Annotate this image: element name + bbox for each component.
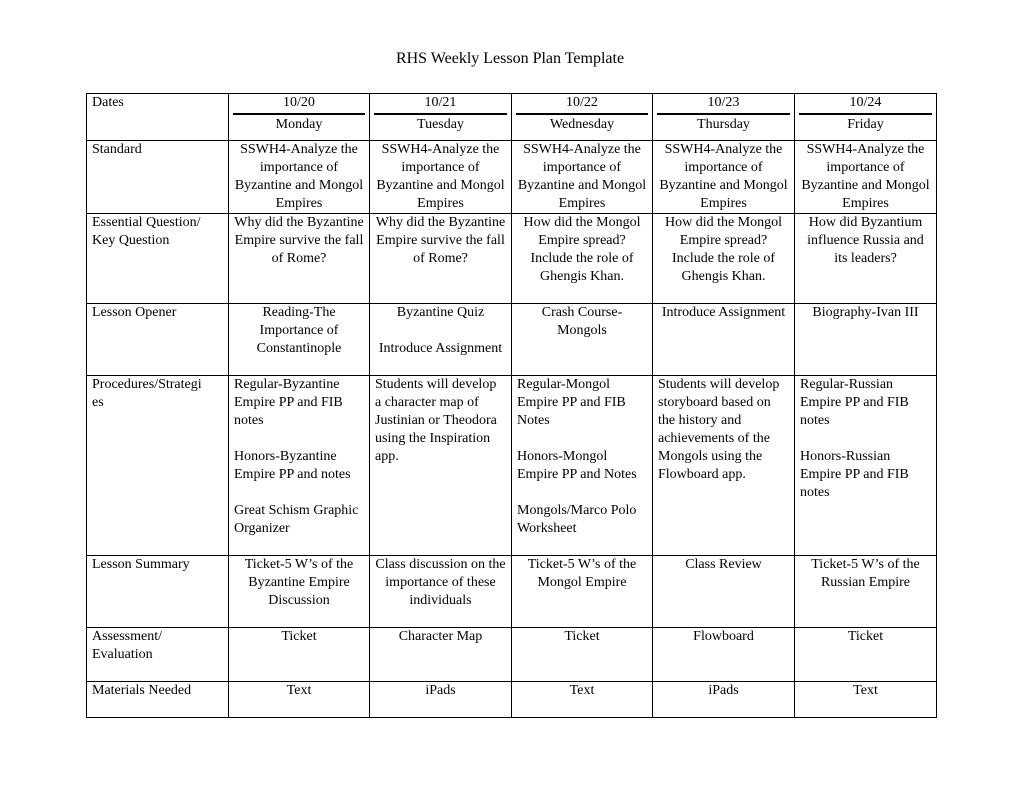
lesson-summary-cell: Ticket-5 W’s of the Byzantine Empire Discussion [229,556,370,628]
assessment-cell: Ticket [795,628,937,682]
day-name: Monday [275,117,323,132]
assessment-cell: Ticket [512,628,653,682]
procedures-cell: Regular-Byzantine Empire PP and FIB notes Honors-Byzantine Empire PP and notes Great Schism Graphic Organizer [229,376,370,556]
row-label-dates: Dates [87,94,229,141]
lesson-opener-cell: Biography-Ivan III [795,304,937,376]
standard-row [87,141,937,214]
essential-question-cell: How did Byzantium influence Russia and its leaders? [795,214,937,304]
lesson-summary-row [87,556,937,628]
row-label-lesson-summary: Lesson Summary [87,556,229,628]
assessment-cell: Ticket [229,628,370,682]
day-header-cell [512,94,653,141]
lesson-summary-cell: Ticket-5 W’s of the Russian Empire [795,556,937,628]
assessment-row [87,628,937,682]
lesson-opener-cell: Introduce Assignment [653,304,795,376]
assessment-cell: Character Map [370,628,512,682]
row-label-essential-question: Essential Question/ Key Question [87,214,229,304]
materials-cell: Text [795,682,937,718]
materials-cell: iPads [653,682,795,718]
assessment-cell: Flowboard [653,628,795,682]
day-header-cell [653,94,795,141]
procedures-row [87,376,937,556]
document-title: RHS Weekly Lesson Plan Template [395,50,625,67]
dates-row [87,94,937,141]
standard-cell: SSWH4-Analyze the importance of Byzantine and Mongol Empires [653,141,795,214]
materials-row [87,682,937,718]
lesson-summary-cell: Class discussion on the importance of these individuals [370,556,512,628]
essential-question-cell: How did the Mongol Empire spread? Include the role of Ghengis Khan. [512,214,653,304]
standard-cell: SSWH4-Analyze the importance of Byzantine and Mongol Empires [229,141,370,214]
lesson-plan-table [86,93,937,718]
procedures-cell: Students will develop a character map of Justinian or Theodora using the Inspiration app. [370,376,512,556]
day-name: Friday [847,117,884,132]
procedures-cell: Regular-Mongol Empire PP and FIB Notes Honors-Mongol Empire PP and Notes Mongols/Marco Polo Worksheet [512,376,653,556]
row-label-assessment: Assessment/ Evaluation [87,628,229,682]
lesson-opener-cell: Reading-The Importance of Constantinople [229,304,370,376]
lesson-summary-cell: Ticket-5 W’s of the Mongol Empire [512,556,653,628]
date-value: 10/23 [657,94,790,115]
procedures-cell: Regular-Russian Empire PP and FIB notes Honors-Russian Empire PP and FIB notes [795,376,937,556]
row-label-lesson-opener: Lesson Opener [87,304,229,376]
standard-cell: SSWH4-Analyze the importance of Byzantine and Mongol Empires [512,141,653,214]
day-name: Thursday [697,117,750,132]
materials-cell: iPads [370,682,512,718]
row-label-materials: Materials Needed [87,682,229,718]
lesson-opener-row [87,304,937,376]
day-header-cell [229,94,370,141]
lesson-opener-cell: Crash Course-Mongols [512,304,653,376]
standard-cell: SSWH4-Analyze the importance of Byzantine and Mongol Empires [370,141,512,214]
essential-question-cell: Why did the Byzantine Empire survive the fall of Rome? [229,214,370,304]
materials-cell: Text [229,682,370,718]
lesson-summary-cell: Class Review [653,556,795,628]
row-label-procedures: Procedures/Strategi es [87,376,229,556]
date-value: 10/22 [516,94,648,115]
date-value: 10/24 [799,94,932,115]
row-label-standard: Standard [87,141,229,214]
essential-question-row [87,214,937,304]
lesson-opener-cell: Byzantine Quiz Introduce Assignment [370,304,512,376]
date-value: 10/21 [374,94,507,115]
standard-cell: SSWH4-Analyze the importance of Byzantine and Mongol Empires [795,141,937,214]
procedures-cell: Students will develop storyboard based on the history and achievements of the Mongols using the Flowboard app. [653,376,795,556]
day-header-cell [370,94,512,141]
materials-cell: Text [512,682,653,718]
date-value: 10/20 [233,94,365,115]
day-header-cell [795,94,937,141]
essential-question-cell: How did the Mongol Empire spread? Include the role of Ghengis Khan. [653,214,795,304]
day-name: Tuesday [417,117,464,132]
essential-question-cell: Why did the Byzantine Empire survive the fall of Rome? [370,214,512,304]
day-name: Wednesday [549,117,615,132]
